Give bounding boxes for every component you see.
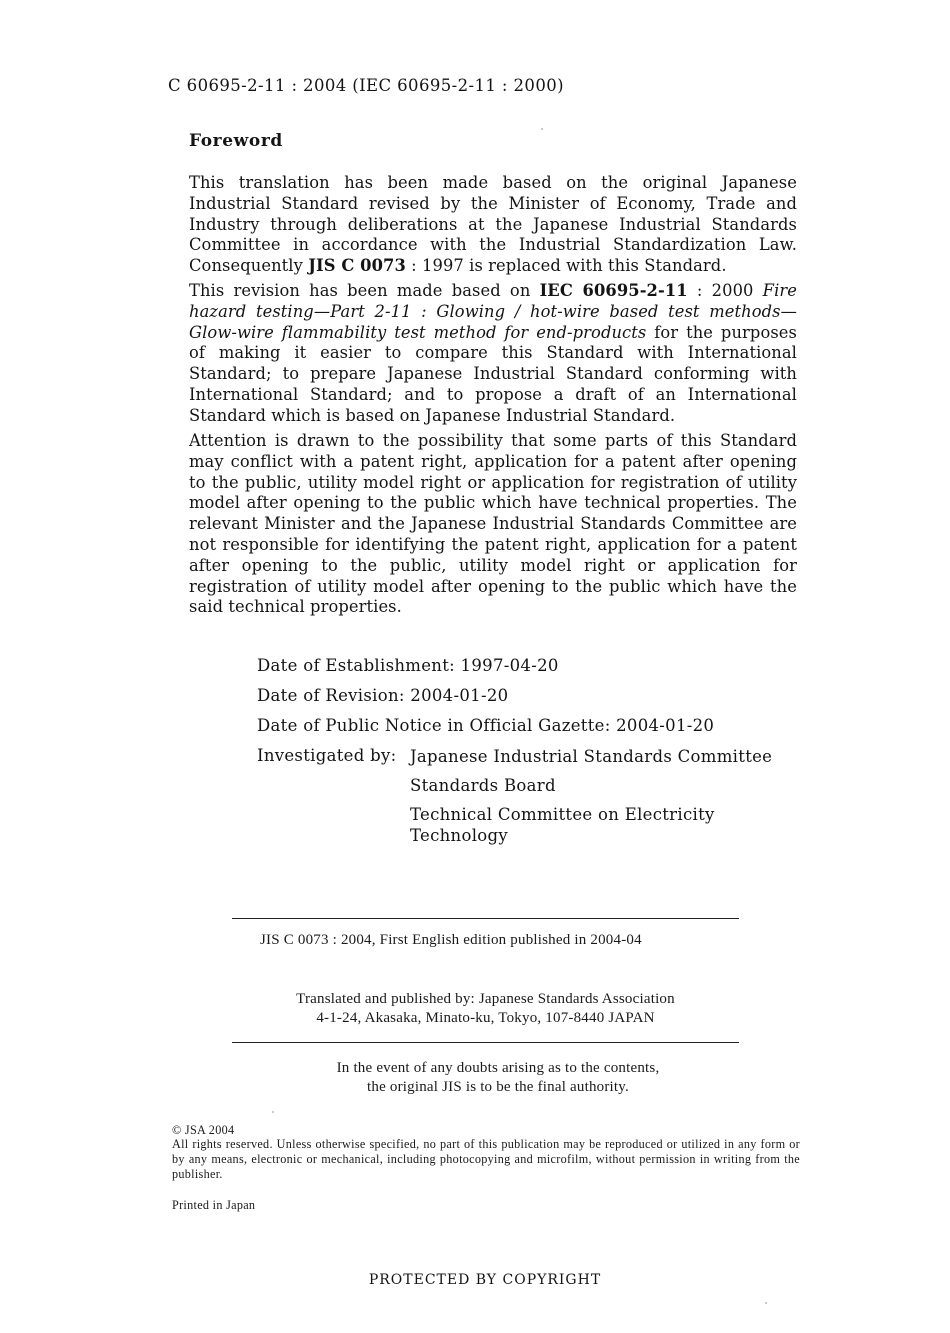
copyright-line: © JSA 2004 bbox=[172, 1123, 235, 1137]
protected-by-copyright-footer: PROTECTED BY COPYRIGHT bbox=[368, 1272, 602, 1288]
date-revision: Date of Revision: 2004-01-20 bbox=[257, 686, 509, 705]
p2-text-e: for the purposes of making it easier to compare this Standard with International Standard; to prepare Japanese Industrial Standard conforming with International Standard; and to propose a draft of an International Standard which is based on Japanese Industrial Standard. bbox=[189, 322, 797, 425]
foreword-paragraph-2 bbox=[189, 281, 797, 427]
date-establishment: Date of Establishment: 1997-04-20 bbox=[257, 656, 559, 675]
p2-text-a: This revision has been made based on bbox=[189, 281, 540, 300]
p1-text-a: This translation has been made based on the original Japanese Industrial Standard revised by the Minister of Economy, Trade and Industry through deliberations at the Japanese Industrial Standards Committee in accordance with the Industrial Standardization Law. Consequently bbox=[189, 173, 797, 276]
p2-standard-title: Fire hazard testing—Part 2-11 : Glowing / hot-wire based test methods—Glow-wire flammability test method for end-products bbox=[189, 281, 797, 342]
rights-statement: All rights reserved. Unless otherwise specified, no part of this publication may be reproduced or utilized in any form or by any means, electronic or mechanical, including photocopying and microfilm, without permission in writing from the publisher. bbox=[172, 1137, 800, 1181]
scan-speck bbox=[765, 1302, 767, 1304]
date-public-notice: Date of Public Notice in Official Gazette: 2004-01-20 bbox=[257, 716, 715, 735]
p1-text-c: : 1997 is replaced with this Standard. bbox=[405, 256, 727, 276]
publisher-address: 4-1-24, Akasaka, Minato-ku, Tokyo, 107-8440 JAPAN bbox=[316, 1010, 655, 1026]
translated-by: Translated and published by: Japanese Standards Association bbox=[296, 991, 675, 1007]
authority-note bbox=[232, 1059, 764, 1097]
p1-standard-ref: JIS C 0073 bbox=[308, 256, 406, 276]
foreword-paragraph-3: Attention is drawn to the possibility that some parts of this Standard may conflict with a patent right, application for a patent after opening to the public, utility model right or application for registration of utility model after opening to the public which have technical properties. The relevant Minister and the Japanese Industrial Standards Committee are not responsible for identifying the patent right, application for a patent after opening to the public, utility model right or application for registration of utility model after opening to the public which have the said technical properties. bbox=[189, 431, 797, 617]
foreword-paragraph-1 bbox=[189, 173, 797, 277]
publisher-block bbox=[232, 990, 739, 1028]
printed-in: Printed in Japan bbox=[172, 1198, 256, 1212]
edition-note: JIS C 0073 : 2004, First English edition published in 2004-04 bbox=[260, 932, 642, 948]
investigated-committee: Japanese Industrial Standards Committee bbox=[410, 747, 773, 766]
investigated-board: Standards Board bbox=[410, 776, 556, 795]
investigated-technical-committee-line-2: Technology bbox=[410, 826, 509, 845]
foreword-title: Foreword bbox=[189, 131, 283, 151]
investigated-technical-committee bbox=[410, 804, 715, 846]
authority-note-line-1: In the event of any doubts arising as to the contents, bbox=[336, 1060, 660, 1076]
authority-note-line-2: the original JIS is to be the final authority. bbox=[367, 1079, 629, 1095]
investigated-label: Investigated by: bbox=[257, 746, 397, 765]
divider-top bbox=[232, 918, 739, 919]
p2-standard-ref: IEC 60695-2-11 bbox=[539, 281, 688, 300]
investigated-technical-committee-line-1: Technical Committee on Electricity bbox=[410, 805, 715, 824]
document-code-header: C 60695-2-11 : 2004 (IEC 60695-2-11 : 2000) bbox=[168, 76, 564, 95]
scan-speck bbox=[272, 1111, 274, 1113]
scan-speck bbox=[541, 128, 543, 130]
p2-text-c: : 2000 bbox=[687, 281, 763, 300]
divider-bottom bbox=[232, 1042, 739, 1043]
